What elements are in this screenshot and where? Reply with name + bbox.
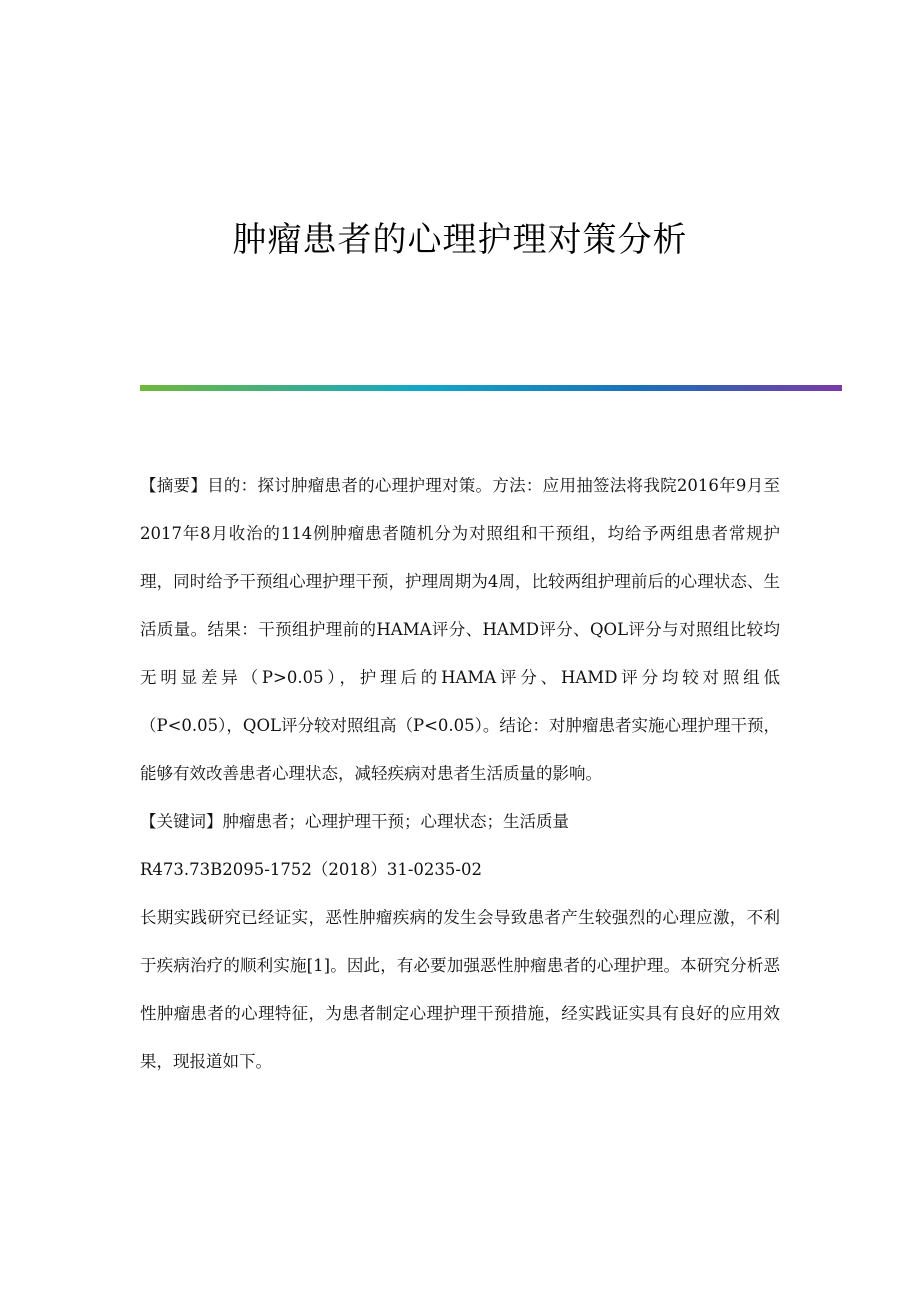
title-divider — [140, 385, 842, 391]
document-title: 肿瘤患者的心理护理对策分析 — [232, 220, 688, 260]
intro-paragraph: 长期实践研究已经证实，恶性肿瘤疾病的发生会导致患者产生较强烈的心理应激，不利于疾病治疗的顺利实施[1]。因此，有必要加强恶性肿瘤患者的心理护理。本研究分析恶性肿瘤患者的心理特征，为患者制定心理护理干预措施，经实践证实具有良好的应用效果，现报道如下。 — [140, 908, 780, 1071]
article-body — [140, 462, 780, 1086]
classification-code: R473.73B2095-1752（2018）31-0235-02 — [140, 860, 482, 879]
keywords-paragraph: 【关键词】肿瘤患者；心理护理干预；心理状态；生活质量 — [140, 812, 569, 831]
abstract-paragraph: 【摘要】目的：探讨肿瘤患者的心理护理对策。方法：应用抽签法将我院2016年9月至2017年8月收治的114例肿瘤患者随机分为对照组和干预组，均给予两组患者常规护理，同时给予干预组心理护理干预，护理周期为4周，比较两组护理前后的心理状态、生活质量。结果：干预组护理前的HAMA评分、HAMD评分、QOL评分与对照组比较均无明显差异（P>0.05），护理后的HAMA评分、HAMD评分均较对照组低（P<0.05），QOL评分较对照组高（P<0.05）。结论：对肿瘤患者实施心理护理干预，能够有效改善患者心理状态，减轻疾病对患者生活质量的影响。 — [140, 476, 780, 783]
